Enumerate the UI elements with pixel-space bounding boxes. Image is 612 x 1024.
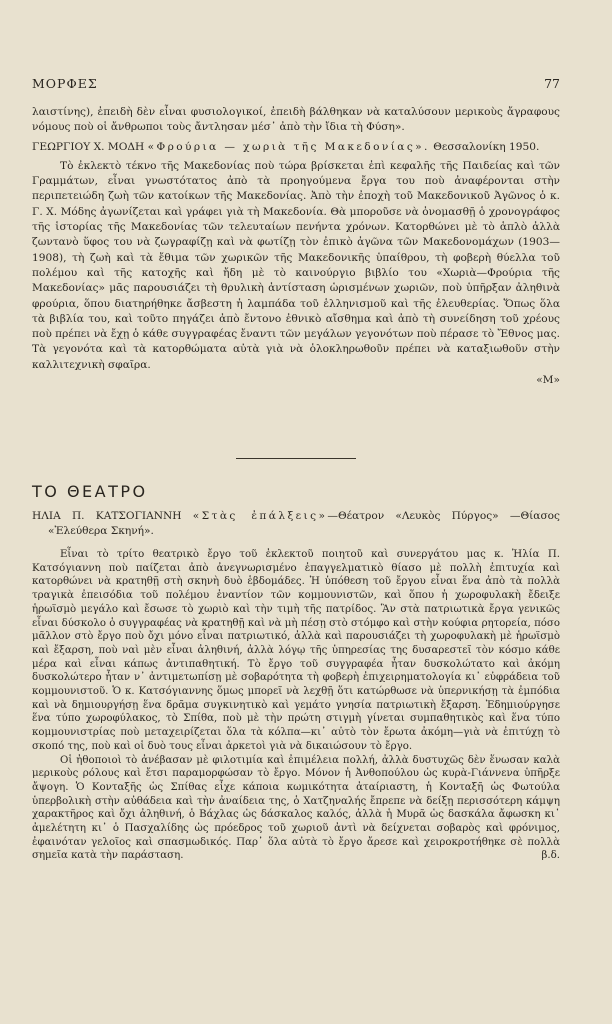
book-author: ΓΕΩΡΓΙΟΥ Χ. ΜΟΔΗ: [32, 140, 145, 153]
theatre-paragraph-1: Εἶναι τὸ τρίτο θεατρικὸ ἔργο τοῦ ἐκλεκτοῦ ποιητοῦ καὶ συνεργάτου μας κ. Ἠλία Π. Κατσόγιαννη ποὺ παίζεται ἀπὸ ἀνεγνωρισμένο ἐπαγγελματικὸ θίασο μὲ πολλὴ ἐπιτυχία καὶ κατορθώνει νὰ κρατηθῇ στὴ σκηνὴ δυὸ ἑβδομάδες. Ἡ ὑπόθεση τοῦ ἔργου εἶναι ἕνα ἀπὸ τὰ πολλὰ τραγικὰ ἐπεισόδια τοῦ πολέμου ἐναντίον τῶν κομμουνιστῶν, καὶ ὅπου ἡ χωροφυλακὴ ἔδειξε ἡρωϊσμὸ μεγάλο καὶ ἔσωσε τὸ χωριὸ καὶ τὴν τιμὴ τῆς πατρίδος. Ἂν στὰ πατριωτικὰ ἔργα γενικῶς εἶναι δύσκολο ὁ συγγραφέας νὰ κρατηθῇ καὶ νὰ μὴ πέσῃ στὸ στόμφο καὶ στὴν κούφια ρητορεία, πόσο μᾶλλον στὸ ἔργο ποὺ ὄχι μόνο εἶναι πατριωτικό, ἀλλὰ καὶ παρουσιάζει τὴ χωροφυλακὴ μὲ ἡρωϊσμὸ καὶ ἔξαρση, ποὺ ναὶ μὲν εἶναι ἀληθινή, ἀλλὰ λόγῳ τῆς ὑπηρεσίας της δυσαρεστεῖ τὸν κόσμο κάθε μέρα καὶ εἶναι κάπως ἀντιπαθητική. Τὸ ἔργο τοῦ συγγραφέα ἦταν δυσκολώτατο καὶ ἀκόμη δυσκολώτερο ἦταν ν᾿ ἀντιμετωπίσῃ μὲ σοβαρότητα τὴ φοβερὴ ἐπιχειρηματολογία κι᾿ εὐφράδεια τοῦ κομμουνιστοῦ. Ὁ κ. Κατσόγιαννης ὅμως μπορεῖ νὰ λεχθῇ ὅτι κατώρθωσε νὰ ὑπερνικήσῃ τὰ ἐμπόδια καὶ νὰ δημιουργήσῃ ἕνα δρᾶμα συγκινητικὸ καὶ γεμάτο γνησία πατριωτικὴ ἔξαρση. Ἐδημιούργησε ἕνα τύπο χωροφύλακος, τὸ Σπίθα, ποὺ μὲ τὴν πρώτη στιγμὴ γίνεται συμπαθητικὸς καὶ ἕνα τύπο κομμουνιστρίας ποὺ μεταχειρίζεται ὅλα τὰ κόλπα—κι᾿ αὐτὸ τὸν ἔρωτα ἀκόμη—γιὰ νὰ ἐπιτύχῃ τὸ σκοπό της, ποὺ καὶ οἱ δυὸ τους εἶναι ἀρκετοὶ γιὰ νὰ δικαιώσουν τὸ ἔργο.: [32, 549, 560, 752]
journal-title: ΜΟΡΦΕΣ: [32, 76, 98, 91]
theatre-signature: β.δ.: [541, 850, 560, 862]
book-place: Θεσσαλονίκη 1950.: [433, 140, 540, 153]
section-divider: [236, 458, 356, 459]
review-signature: «Μ»: [536, 374, 560, 387]
book-review-section: [32, 105, 560, 388]
theatre-review-section: [32, 548, 560, 863]
play-theatre: —Θέατρον «Λευκὸς Πύργος» —Θίασος «Ἐλεύθερα Σκηνή».: [48, 510, 560, 538]
play-title: «Στὰς ἐπάλξεις»: [192, 510, 328, 522]
theatre-paragraph-2: Οἱ ἠθοποιοὶ τὸ ἀνέβασαν μὲ φιλοτιμία καὶ ἐπιμέλεια πολλή, ἀλλὰ δυστυχῶς δὲν ἕνωσαν καλὰ μερικοὺς ρόλους καὶ ἔτσι παραμορφώσαν τὸ ἔργο. Μόνον ἡ Ἀνθοπούλου ὡς κυρὰ-Γιάννενα ὑπῆρξε ἄψογη. Ὁ Κονταξῆς ὡς Σπίθας εἶχε κάποια κωμικότητα ἀταίριαστη, ἡ Κονταξῆ ὡς Φωτούλα ὑπερβολικὴ στὴν αὐθάδεια καὶ τὴν ἀναίδεια της, ὁ Χατζηναλής ἔπρεπε νὰ δείξῃ περισσότερη κάμψη χαρακτῆρος καὶ ὄχι ἀληθινή, ὁ Βάχλας ὡς δάσκαλος καλός, ἀλλὰ ἡ Μυρᾶ ὡς δασκάλα ἄφωσκη κι᾿ ἀμελέτητη κι᾿ ὁ Πασχαλίδης ὡς πρόεδρος τοῦ χωριοῦ ἀντὶ νὰ δείχνεται σοβαρὸς καὶ φρόνιμος, ἐφαινόταν γελοῖος καὶ σπασμωδικός. Παρ᾿ ὅλα αὐτὰ τὸ ἔργο ἄρεσε καὶ χειροκροτήθηκε σὲ πολλὰ σημεῖα κατὰ τὴν παράσταση.: [32, 754, 560, 862]
book-title: «Φρούρια — χωριὰ τῆς Μακεδονίας».: [147, 140, 430, 153]
section-heading: ΤΟ ΘΕΑΤΡΟ: [32, 482, 148, 501]
continued-paragraph: λαιστίνης), ἐπειδὴ δὲν εἶναι φυσιολογικοί, ἐπειδὴ βάλθηκαν νὰ καταλύσουν μερικοὺς ἄγραφους νόμους ποὺ οἱ ἄνθρωποι τοὺς ἄντλησαν μέσ᾿ ἀπὸ τὴν ἴδια τὴ Φύση».: [32, 106, 560, 134]
book-citation: [32, 140, 560, 155]
page-number: 77: [544, 76, 560, 91]
play-citation-line: [32, 509, 560, 540]
review-paragraph: Τὸ ἐκλεκτὸ τέκνο τῆς Μακεδονίας ποὺ τώρα βρίσκεται ἐπὶ κεφαλῆς τῆς Παιδείας καὶ τῶν Γραμμάτων, εἶναι γνωστότατος ἀπὸ τὰ προηγούμενα ἔργα του ποὺ ἀναφέρονται στὴν περιπετειώδη ζωὴ τῶν κατοίκων τῆς Μακεδονίας. Ἀπὸ τὴν ἐποχὴ τοῦ Μακεδονικοῦ Ἀγῶνος ὁ κ. Γ. Χ. Μόδης ἀγωνίζεται καὶ γράφει γιὰ τὴ Μακεδονία. Θὰ μποροῦσε νὰ ὀνομασθῇ ὁ χρονογράφος τῆς ἱστορίας τῆς Μακεδονίας τῶν τελευταίων πενήντα χρόνων. Κατορθώνει μὲ τὸ ἁπλὸ ἀλλὰ ζωντανὸ ὕφος του νὰ ζωγραφίζῃ καὶ νὰ φωτίζῃ τὸν ἐπικὸ ἀγῶνα τῶν Μακεδονομάχων (1903—1908), τὴ ζωὴ καὶ τὰ ἔθιμα τῶν χωρικῶν τῆς Μακεδονικῆς ὑπαίθρου, τὴ φοβερὴ θύελλα τοῦ πολέμου καὶ τῆς κατοχῆς καὶ ἤδη μὲ τὸ καινούργιο βιβλίο του «Χωριὰ—Φρούρια τῆς Μακεδονίας» μᾶς παρουσιάζει τὴ θρυλικὴ ἀντίσταση ὡρισμένων χωριῶν, ποὺ ὑπῆρξαν ἀληθινὰ φρούρια, ὅπου διατηρήθηκε ἄσβεστη ἡ λαμπάδα τοῦ ἑλληνισμοῦ καὶ τῆς ἐλευθερίας. Ὅπως ὅλα τὰ βιβλία του, καὶ τοῦτο πηγάζει ἀπὸ ἔντονο ἐθνικὸ αἴσθημα καὶ ἀπὸ τὴ συνείδηση τοῦ χρέους ποὺ πρέπει νὰ ἔχῃ ὁ κάθε συγγραφέας ἔναντι τῶν μεγάλων γεγονότων ποὺ πέρασε τὸ Ἔθνος μας. Τὰ γεγονότα καὶ τὰ κατορθώματα αὐτὰ γιὰ νὰ ὁλοκληρωθοῦν πρέπει νὰ καταξιωθοῦν στὴν καλλιτεχνικὴ σφαῖρα.: [32, 159, 560, 371]
play-author: ΗΛΙΑ Π. ΚΑΤΣΟΓΙΑΝΝΗ: [32, 510, 182, 522]
running-header: [32, 76, 560, 92]
play-citation: [32, 509, 560, 540]
